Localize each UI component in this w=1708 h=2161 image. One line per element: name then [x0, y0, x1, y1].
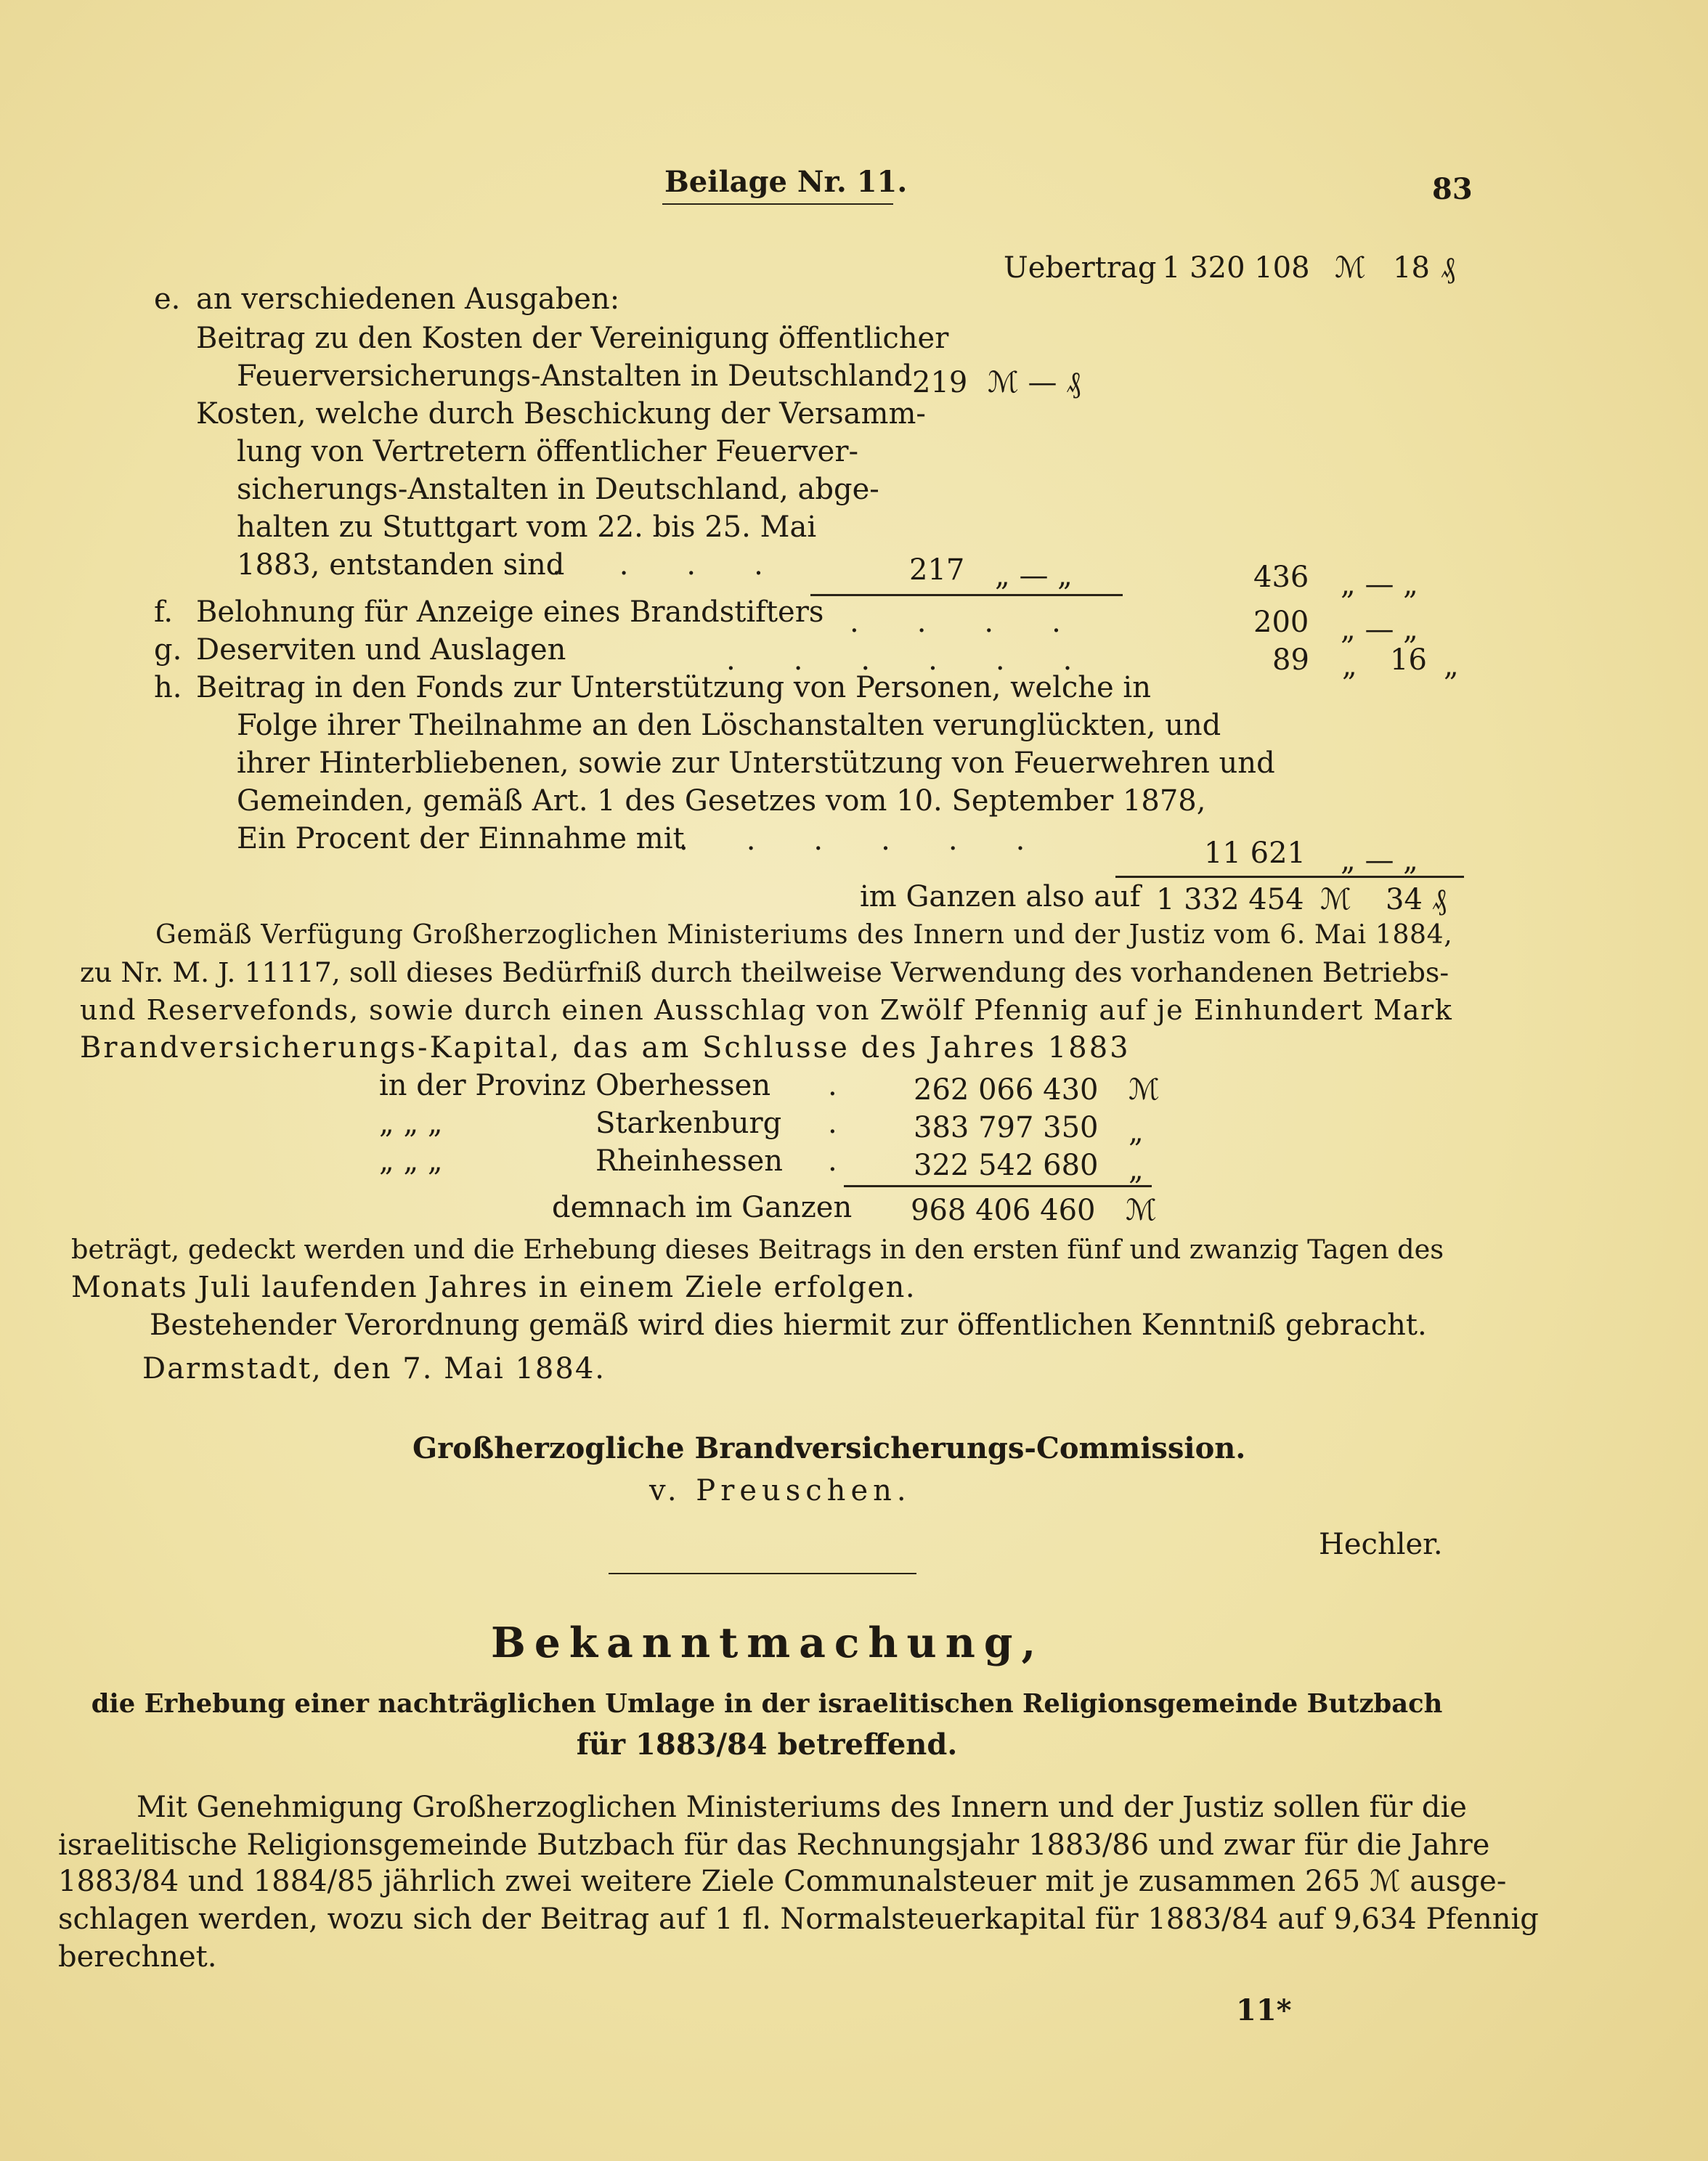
item-f-amount: 200 [1253, 606, 1309, 639]
decree-tail-line: Monats Juli laufenden Jahres in einem Ziele erfolgen. [71, 1271, 916, 1304]
item-e-sub1-unit: ℳ — ₰ [988, 366, 1081, 399]
item-e-total-unit: „ — „ [1341, 568, 1418, 601]
notice-body-line: israelitische Religionsgemeinde Butzbach für das Rechnungsjahr 1883/86 und zwar für die Jahre [58, 1828, 1490, 1862]
item-e-sub2-amount: 217 [909, 553, 965, 587]
notice-title: Bekanntmachung, [491, 1619, 1045, 1667]
province-unit: „ [1128, 1153, 1144, 1187]
provinces-total-label: demnach im Ganzen [552, 1191, 853, 1224]
leader-dots: . . . . . . [679, 823, 1025, 857]
leader-dots: . [828, 1107, 837, 1140]
item-h-line: Beitrag in den Fonds zur Unterstützung von Personen, welche in [196, 671, 1151, 704]
total-pf: 34 [1386, 883, 1423, 916]
total-mark: ℳ [1320, 883, 1351, 916]
province-amount: 322 542 680 [914, 1149, 1099, 1182]
item-e-heading: an verschiedenen Ausgaben: [196, 282, 620, 316]
item-h-line: Ein Procent der Einnahme mit [237, 822, 685, 855]
item-g-quote: „ [1342, 649, 1357, 683]
province-prefix: „ „ „ [379, 1107, 443, 1140]
province-amount: 383 797 350 [914, 1111, 1099, 1144]
notice-subtitle: für 1883/84 betreffend. [576, 1727, 958, 1762]
province-name: Starkenburg [595, 1107, 782, 1140]
subtotal-rule [810, 594, 1123, 596]
province-unit: ℳ [1128, 1073, 1160, 1107]
item-e-sub2-unit: „ — „ [995, 559, 1073, 593]
item-e-sub2-line: halten zu Stuttgart vom 22. bis 25. Mai [237, 510, 817, 544]
item-g-letter: g. [154, 633, 182, 667]
province-unit: „ [1128, 1115, 1144, 1149]
signature-name: v. Preuschen. [649, 1474, 911, 1507]
item-g-pf: 16 [1390, 643, 1427, 677]
sheet-mark: 11* [1236, 1993, 1292, 2027]
signature-authority: Großherzogliche Brandversicherungs-Commission. [412, 1431, 1246, 1465]
carry-mark: ℳ [1335, 251, 1366, 285]
provinces-total-amount: 968 406 460 [911, 1194, 1096, 1227]
item-f-letter: f. [154, 595, 174, 629]
item-e-sub2-line: lung von Vertretern öffentlicher Feuerver- [237, 435, 858, 468]
leader-dots: . [828, 1144, 837, 1178]
section-separator [609, 1573, 916, 1574]
item-e-sub2-line: 1883, entstanden sind [237, 548, 565, 582]
total-label: im Ganzen also auf [860, 880, 1141, 913]
province-name: Oberhessen [595, 1069, 771, 1102]
item-h-letter: h. [154, 671, 182, 704]
decree-line: und Reservefonds, sowie durch einen Ausschlag von Zwölf Pfennig auf je Einhundert Mark [80, 994, 1453, 1026]
leader-dots: . [828, 1069, 837, 1102]
signature-clerk: Hechler. [1319, 1528, 1443, 1561]
notice-body-line: berechnet. [58, 1940, 217, 1974]
notice-subtitle: die Erhebung einer nachträglichen Umlage in der israelitischen Religionsgemeinde Butzbach [91, 1689, 1443, 1719]
province-prefix: „ „ „ [379, 1144, 443, 1178]
leader-dots: . . . . [552, 548, 763, 582]
item-e-sub1-amount: 219 [912, 366, 968, 399]
carry-amount: 1 320 108 [1162, 251, 1310, 285]
decree-line: zu Nr. M. J. 11117, soll dieses Bedürfniß durch theilweise Verwendung des vorhandenen Betriebs- [80, 956, 1449, 988]
carry-pf-sign: ₰ [1441, 251, 1455, 285]
item-h-line: Gemeinden, gemäß Art. 1 des Gesetzes vom 10. September 1878, [237, 784, 1206, 818]
publication-line: Bestehender Verordnung gemäß wird dies hiermit zur öffentlichen Kenntniß gebracht. [150, 1309, 1427, 1342]
item-f-unit: „ — „ [1341, 613, 1418, 646]
item-h-line: ihrer Hinterbliebenen, sowie zur Unterstützung von Feuerwehren und [237, 746, 1275, 780]
item-e-sub2-line: sicherungs-Anstalten in Deutschland, abge- [237, 473, 879, 506]
province-prefix: in der Provinz [379, 1069, 586, 1102]
header-underline [662, 203, 893, 205]
provinces-total-unit: ℳ [1126, 1194, 1157, 1227]
notice-body-line: Mit Genehmigung Großherzoglichen Ministeriums des Innern und der Justiz sollen für die [137, 1791, 1467, 1824]
notice-body-line: schlagen werden, wozu sich der Beitrag auf 1 fl. Normalsteuerkapital für 1883/84 auf 9,634 Pfennig [58, 1902, 1539, 1936]
total-pf-sign: ₰ [1432, 883, 1447, 916]
total-amount: 1 332 454 [1156, 883, 1304, 916]
item-e-sub2-line: Kosten, welche durch Beschickung der Versamm- [196, 397, 926, 431]
notice-body-line: 1883/84 und 1884/85 jährlich zwei weitere Ziele Communalsteuer mit je zusammen 265 ℳ ausge- [58, 1865, 1507, 1898]
item-e-sub1-line: Beitrag zu den Kosten der Vereinigung öffentlicher [196, 322, 949, 355]
item-e-total-amount: 436 [1253, 561, 1309, 594]
item-h-amount: 11 621 [1204, 837, 1306, 870]
item-g-text: Deserviten und Auslagen [196, 633, 566, 667]
item-h-unit: „ — „ [1341, 844, 1418, 877]
province-amount: 262 066 430 [914, 1073, 1099, 1107]
decree-line: Brandversicherungs-Kapital, das am Schlusse des Jahres 1883 [80, 1031, 1131, 1065]
leader-dots: . . . . . . [726, 643, 1073, 677]
decree-tail-line: beträgt, gedeckt werden und die Erhebung dieses Beitrags in den ersten fünf und zwanzig Tagen des [71, 1234, 1444, 1265]
item-g-quote: „ [1444, 649, 1459, 683]
province-name: Rheinhessen [595, 1144, 784, 1178]
item-f-text: Belohnung für Anzeige eines Brandstifters [196, 595, 824, 629]
decree-line: Gemäß Verfügung Großherzoglichen Ministeriums des Innern und der Justiz vom 6. Mai 1884, [155, 919, 1453, 950]
carry-label: Uebertrag [1004, 251, 1157, 285]
page-number: 83 [1432, 172, 1473, 206]
carry-pf: 18 [1393, 251, 1430, 285]
item-e-sub1-line: Feuerversicherungs-Anstalten in Deutschland [237, 359, 913, 393]
page-header-title: Beilage Nr. 11. [664, 165, 908, 199]
item-e-letter: e. [154, 282, 181, 316]
province-rule [844, 1185, 1152, 1187]
date-line: Darmstadt, den 7. Mai 1884. [142, 1352, 606, 1385]
item-g-amount: 89 [1272, 643, 1309, 677]
item-h-line: Folge ihrer Theilnahme an den Löschanstalten verunglückten, und [237, 709, 1221, 742]
total-rule [1115, 876, 1464, 878]
leader-dots: . . . . [850, 606, 1061, 639]
